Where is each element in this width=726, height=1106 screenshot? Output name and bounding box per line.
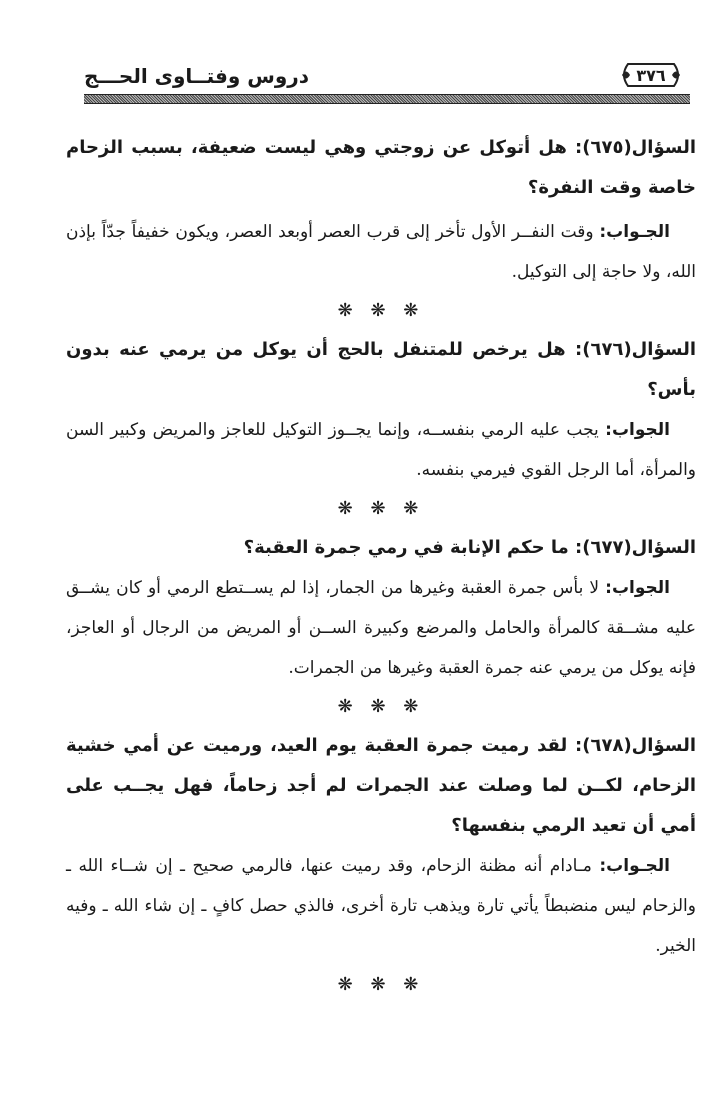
page-header (84, 58, 690, 100)
answer (66, 212, 696, 292)
question (66, 528, 696, 568)
page-number-badge (618, 60, 684, 90)
section-separator: ❋ ❋ ❋ (337, 696, 425, 717)
question (66, 330, 696, 410)
page-content (66, 128, 696, 1004)
answer-text: يجب عليه الرمي بنفســه، وإنما يجــوز التوكيل للعاجز والمريض وكبير السن والمرأة، أما الرجل القوي فيرمي بنفسه. (66, 420, 696, 480)
section-separator: ❋ ❋ ❋ (337, 498, 425, 519)
question (66, 128, 696, 208)
qa-item (66, 726, 696, 966)
answer (66, 410, 696, 490)
running-title: دروس وفتــاوى الحـــج (84, 64, 310, 88)
header-rule (84, 94, 690, 104)
question-label: السؤال(٦٧٦): (575, 339, 696, 360)
answer-label: الجواب: (605, 420, 670, 440)
answer-text: مـادام أنه مظنة الزحام، وقد رميت عنها، فالرمي صحيح ـ إن شــاء الله ـ والزحام ليس منضبطاً يأتي تارة ويذهب تارة أخرى، فالذي حصل كافٍ ـ إن شاء الله ـ وفيه الخير. (66, 856, 696, 956)
section-separator: ❋ ❋ ❋ (337, 974, 425, 995)
answer (66, 846, 696, 966)
answer-label: الجواب: (605, 578, 670, 598)
section-separator: ❋ ❋ ❋ (337, 300, 425, 321)
qa-item (66, 128, 696, 292)
question (66, 726, 696, 846)
answer-label: الجـواب: (599, 856, 670, 876)
question-text: هل يرخص للمتنفل بالحج أن يوكل من يرمي عنه بدون بأس؟ (66, 339, 696, 400)
question-label: السؤال(٦٧٥): (575, 137, 696, 158)
question-label: السؤال(٦٧٨): (575, 735, 696, 756)
question-text: ما حكم الإنابة في رمي جمرة العقبة؟ (243, 537, 576, 558)
question-label: السؤال(٦٧٧): (575, 537, 696, 558)
answer-label: الجـواب: (599, 222, 670, 242)
answer-text: لا بأس جمرة العقبة وغيرها من الجمار، إذا لم يســتطع الرمي أو كان يشــق عليه مشــقة كالمرأة والحامل والمرضع وكبيرة الســن أو المريض من الرجال أو العاجز، فإنه يوكل من يرمي عنه جمرة العقبة وغيرها من الجمرات. (66, 578, 696, 678)
page-number: ٣٧٦ (636, 65, 666, 85)
qa-item (66, 330, 696, 490)
question-text: لقد رميت جمرة العقبة يوم العيد، ورميت عن أمي خشية الزحام، لكــن لما وصلت عند الجمرات لم أجد زحاماً، فهل يجــب على أمي أن تعيد الرمي بنفسها؟ (66, 735, 696, 836)
answer (66, 568, 696, 688)
answer-text: وقت النفــر الأول تأخر إلى قرب العصر أوبعد العصر، ويكون خفيفاً جدّاً بإذن الله، ولا حاجة إلى التوكيل. (66, 222, 696, 282)
question-text: هل أتوكل عن زوجتي وهي ليست ضعيفة، بسبب الزحام خاصة وقت النفرة؟ (66, 137, 696, 198)
qa-item (66, 528, 696, 688)
